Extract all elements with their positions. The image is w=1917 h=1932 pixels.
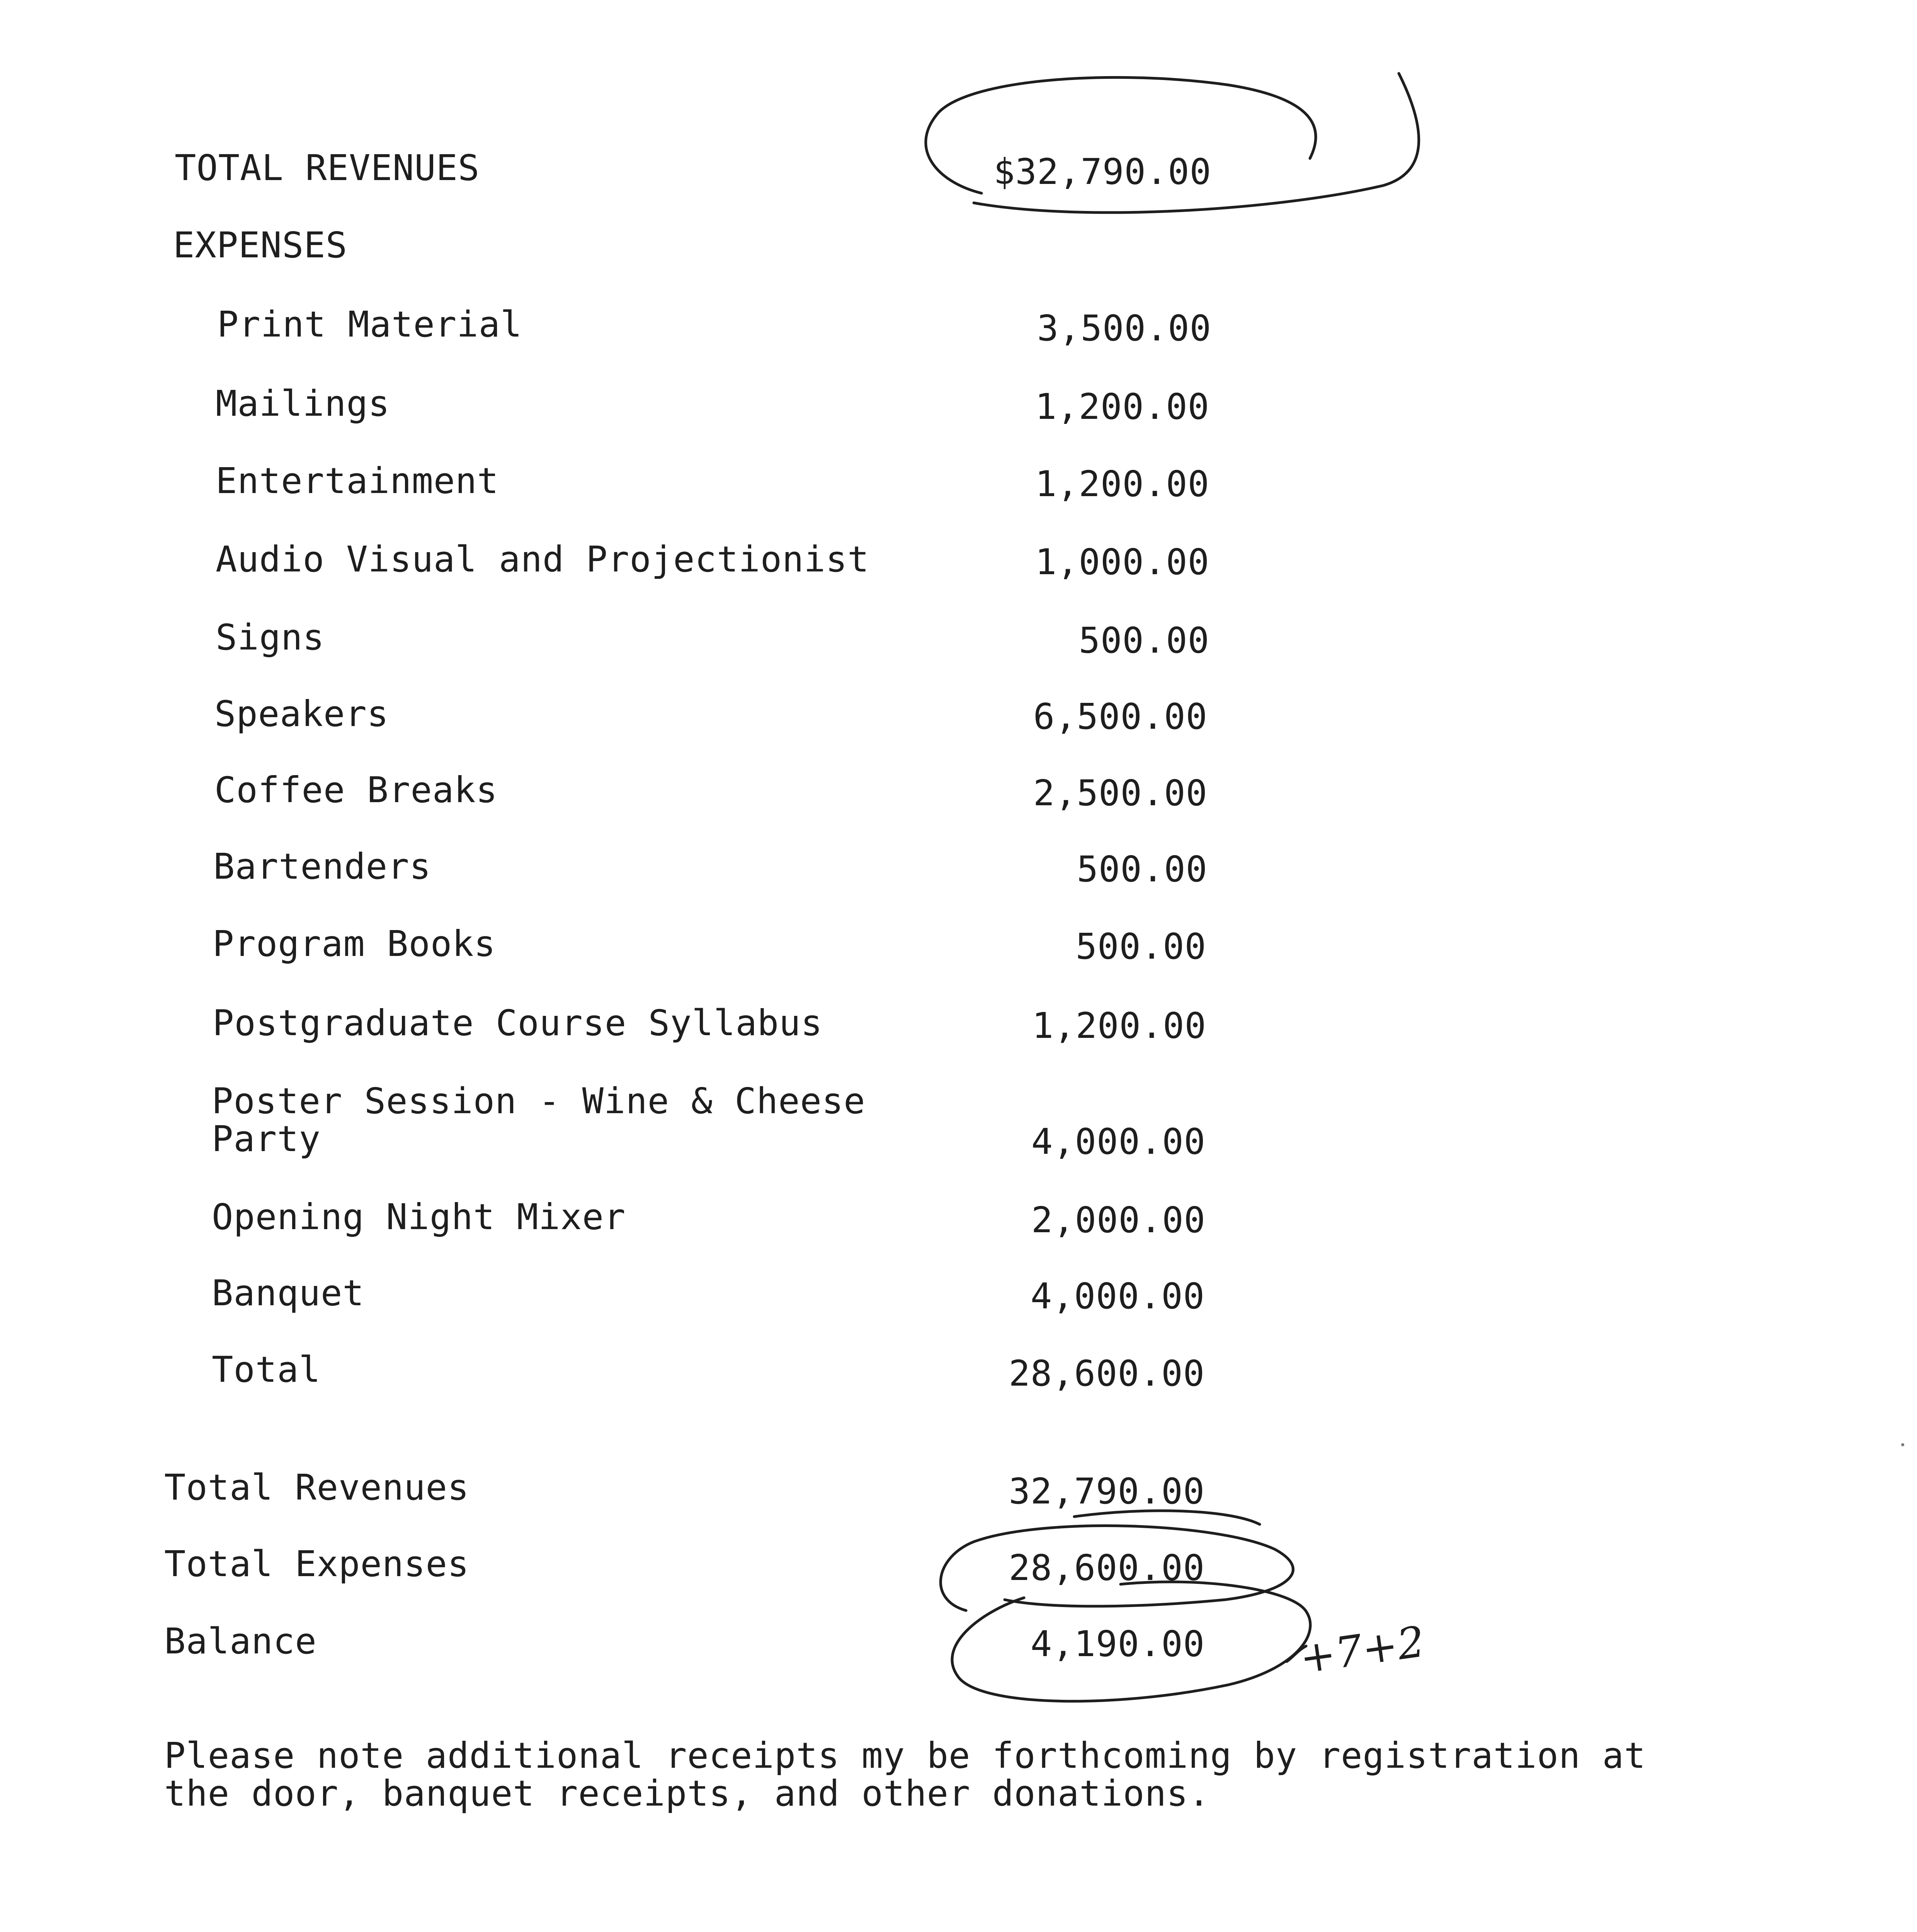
expense-label-audio-visual: Audio Visual and Projectionist	[216, 539, 869, 580]
expense-label-postgraduate-syllabus: Postgraduate Course Syllabus	[213, 1002, 823, 1044]
expense-label-speakers: Speakers	[214, 693, 389, 735]
expense-value-program-books: 500.00	[1075, 926, 1206, 967]
summary-balance-value: 4,190.00	[1030, 1623, 1205, 1665]
expense-value-opening-night-mixer: 2,000.00	[1031, 1199, 1206, 1241]
expense-value-mailings: 1,200.00	[1035, 386, 1209, 427]
expense-label-poster-session-line2: Party	[212, 1118, 321, 1160]
expense-label-total: Total	[212, 1349, 321, 1390]
expense-value-print-material: 3,500.00	[1037, 308, 1211, 349]
expense-label-print-material: Print Material	[217, 304, 522, 345]
expenses-heading: EXPENSES	[173, 224, 348, 266]
summary-revenues-value: 32,790.00	[1009, 1471, 1205, 1512]
expense-value-signs: 500.00	[1078, 620, 1209, 661]
summary-expenses-value: 28,600.00	[1009, 1547, 1205, 1588]
expense-value-banquet: 4,000.00	[1030, 1276, 1205, 1317]
expense-label-signs: Signs	[216, 617, 325, 658]
scan-speck	[1901, 1443, 1904, 1446]
closing-note: Please note additional receipts my be forthcoming by registration at the door, banquet receipts, and other donations.	[164, 1735, 1646, 1814]
total-revenues-amount: $32,790.00	[993, 151, 1211, 192]
expense-value-postgraduate-syllabus: 1,200.00	[1032, 1005, 1206, 1046]
expense-label-poster-session-line1: Poster Session - Wine & Cheese	[212, 1080, 866, 1122]
expense-value-speakers: 6,500.00	[1033, 696, 1208, 737]
circle-balance-tail	[1287, 1646, 1306, 1662]
expense-label-mailings: Mailings	[216, 383, 390, 424]
expense-label-coffee-breaks: Coffee Breaks	[214, 769, 498, 811]
expense-label-entertainment: Entertainment	[216, 460, 499, 502]
expense-label-banquet: Banquet	[212, 1272, 364, 1314]
total-revenues-heading: TOTAL REVENUES	[175, 147, 480, 189]
summary-expenses-label: Total Expenses	[164, 1543, 469, 1585]
expense-value-bartenders: 500.00	[1077, 849, 1208, 890]
strike-total-expenses-top	[1074, 1511, 1260, 1524]
expense-label-opening-night-mixer: Opening Night Mixer	[212, 1196, 626, 1238]
handwritten-annotation: +7+2	[1296, 1616, 1428, 1683]
summary-revenues-label: Total Revenues	[164, 1467, 469, 1508]
expense-label-bartenders: Bartenders	[213, 846, 431, 887]
expense-value-coffee-breaks: 2,500.00	[1033, 772, 1208, 814]
expense-value-entertainment: 1,200.00	[1035, 463, 1209, 505]
expense-label-program-books: Program Books	[213, 923, 496, 964]
summary-balance-label: Balance	[164, 1621, 317, 1662]
expense-value-audio-visual: 1,000.00	[1035, 541, 1209, 583]
expense-value-total: 28,600.00	[1009, 1353, 1205, 1394]
expense-value-poster-session: 4,000.00	[1031, 1121, 1206, 1162]
